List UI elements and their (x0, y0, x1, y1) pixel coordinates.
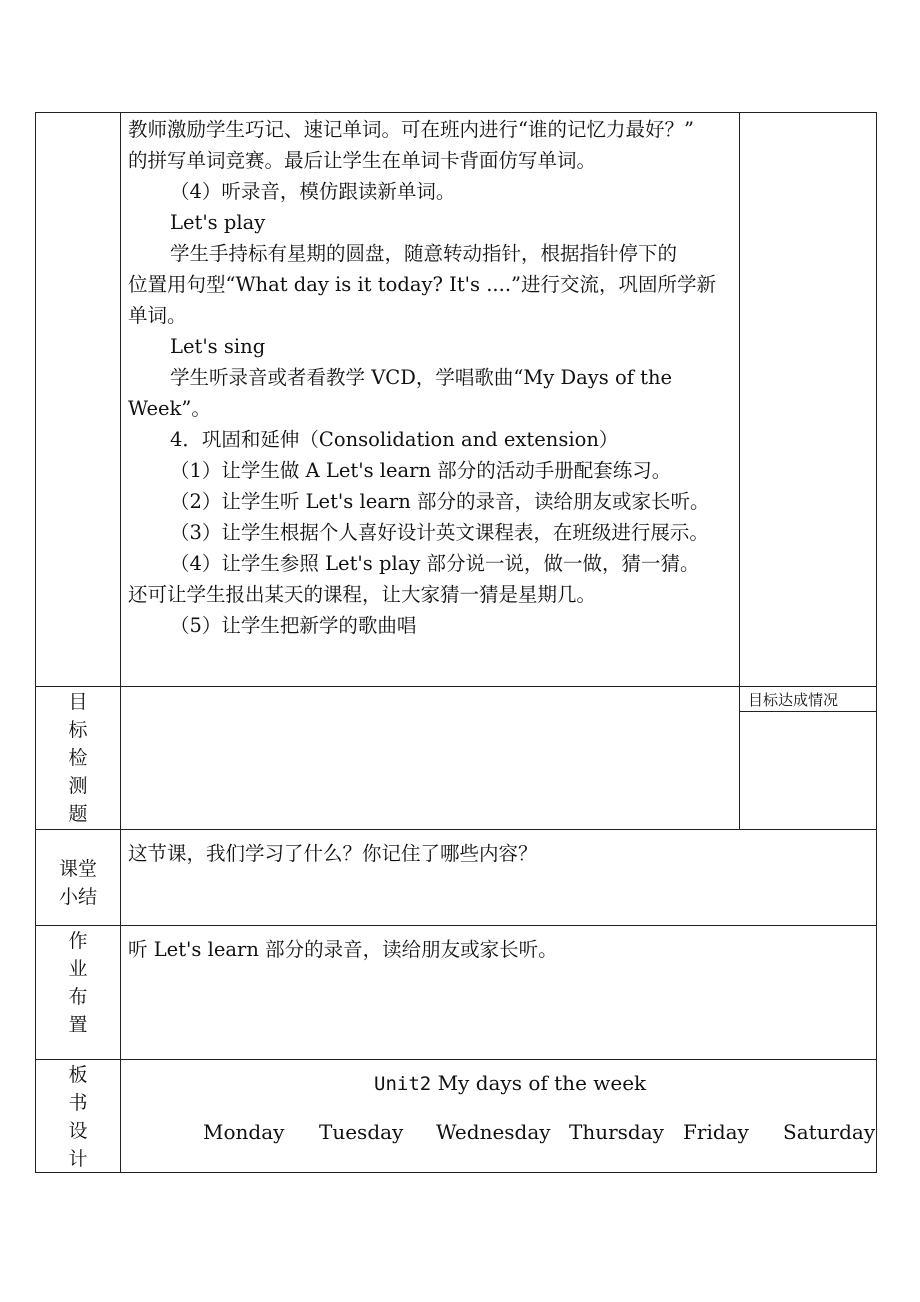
target-check-label-char: 标 (68, 719, 88, 741)
board-label-char: 书 (68, 1092, 88, 1114)
day-tuesday: Tuesday (319, 1120, 404, 1144)
label-column-divider (120, 112, 121, 1173)
content-line: 教师激励学生巧记、速记单词。可在班内进行“谁的记忆力最好？” (128, 118, 694, 141)
content-line: Let's sing (170, 335, 266, 358)
content-line: 位置用句型“What day is it today? It's ....”进行交流，巩固所学新 (128, 273, 716, 296)
content-line: 的拼写单词竞赛。最后让学生在单词卡背面仿写单词。 (128, 149, 597, 172)
target-check-label-char: 测 (68, 775, 88, 797)
unit-title: My days of the week (437, 1071, 647, 1095)
content-line: （2）让学生听 Let's learn 部分的录音，读给朋友或家长听。 (170, 490, 710, 513)
homework-label-char: 业 (68, 958, 88, 980)
content-line: （4）听录音，模仿跟读新单词。 (170, 180, 456, 203)
homework-label (36, 927, 120, 1039)
content-line: Let's play (170, 211, 266, 234)
summary-label (36, 855, 120, 911)
notes-column-divider (739, 112, 740, 829)
board-label-char: 设 (68, 1120, 88, 1142)
homework-label-char: 布 (68, 986, 88, 1008)
content-line: 还可让学生报出某天的课程，让大家猜一猜是星期几。 (128, 583, 597, 606)
target-check-label-char: 题 (68, 803, 88, 825)
content-line: 单词。 (128, 304, 187, 327)
lesson-content (128, 114, 736, 641)
board-label-char: 板 (68, 1064, 88, 1086)
day-friday: Friday (683, 1120, 749, 1144)
board-label-char: 计 (68, 1148, 88, 1170)
board-title (374, 1071, 646, 1095)
target-check-label (36, 688, 120, 828)
row-divider-1 (35, 686, 877, 687)
row-divider-2 (35, 829, 877, 830)
content-line: （5）让学生把新学的歌曲唱 (170, 614, 417, 637)
day-saturday: Saturday (783, 1120, 876, 1144)
board-label (36, 1061, 120, 1173)
target-check-label-char: 目 (68, 691, 88, 713)
row-divider-3 (35, 925, 877, 926)
status-divider (739, 711, 877, 712)
content-line: Week”。 (128, 397, 211, 420)
summary-text: 这节课，我们学习了什么？你记住了哪些内容？ (128, 842, 538, 865)
summary-label-char: 小结 (58, 886, 97, 908)
homework-label-char: 置 (68, 1014, 88, 1036)
day-wednesday: Wednesday (436, 1120, 551, 1144)
day-monday: Monday (203, 1120, 285, 1144)
homework-label-char: 作 (68, 930, 88, 952)
unit-number: Unit2 (374, 1073, 432, 1095)
content-line: 学生听录音或者看教学 VCD，学唱歌曲“My Days of the (170, 366, 673, 389)
content-line: 4．巩固和延伸（Consolidation and extension） (170, 428, 619, 451)
day-thursday: Thursday (569, 1120, 664, 1144)
target-status-label: 目标达成情况 (748, 691, 839, 709)
homework-text: 听 Let's learn 部分的录音，读给朋友或家长听。 (128, 938, 558, 961)
content-line: （1）让学生做 A Let's learn 部分的活动手册配套练习。 (170, 459, 672, 482)
content-line: （4）让学生参照 Let's play 部分说一说，做一做，猜一猜。 (170, 552, 700, 575)
content-line: 学生手持标有星期的圆盘，随意转动指针，根据指针停下的 (170, 242, 678, 265)
content-line: （3）让学生根据个人喜好设计英文课程表，在班级进行展示。 (170, 521, 709, 544)
target-check-label-char: 检 (68, 747, 88, 769)
summary-label-char: 课堂 (58, 858, 97, 880)
row-divider-4 (35, 1059, 877, 1060)
